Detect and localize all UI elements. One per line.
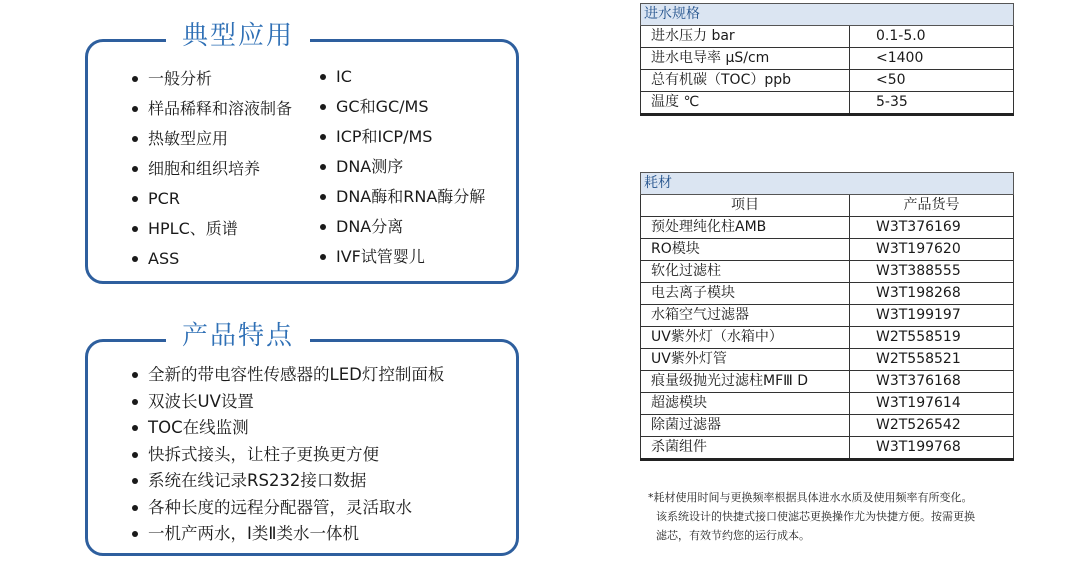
row-label: 总有机碳（TOC）ppb [641,70,850,92]
applications-left-list [132,64,292,274]
consumable-row [641,305,1014,327]
row-label: RO模块 [641,239,850,261]
footnote-line: *耗材使用时间与更换频率根据具体进水水质及使用频率有所变化。 [648,491,973,504]
row-value: W3T199768 [850,437,1014,460]
row-value: W3T376169 [850,217,1014,239]
row-label: 预处理纯化柱AMB [641,217,850,239]
application-item: 热敏型应用 [132,124,292,154]
row-label: 进水电导率 μS/cm [641,48,850,70]
application-item: GC和GC/MS [320,92,485,122]
applications-right-list [320,62,485,272]
row-value: W2T526542 [850,415,1014,437]
row-label: 杀菌组件 [641,437,850,460]
consumable-row [641,393,1014,415]
row-value: W2T558519 [850,327,1014,349]
column-header-part-number: 产品货号 [850,195,1014,217]
consumable-row [641,415,1014,437]
row-label: 温度 ℃ [641,92,850,115]
row-value: W2T558521 [850,349,1014,371]
application-item: DNA分离 [320,212,485,242]
application-item: 一般分析 [132,64,292,94]
feature-item: 一机产两水，Ⅰ类Ⅱ类水一体机 [132,521,444,548]
row-label: 除菌过滤器 [641,415,850,437]
consumables-header: 耗材 [641,173,1014,195]
row-label: 软化过滤柱 [641,261,850,283]
footnote-line: 该系统设计的快捷式接口使滤芯更换操作尤为快捷方便。按需更换 [656,510,975,523]
applications-panel [85,21,519,284]
feature-item: 全新的带电容性传感器的LED灯控制面板 [132,362,444,389]
consumables-table [640,172,1014,461]
application-item: PCR [132,184,292,214]
feature-item: 快拆式接头，让柱子更换更方便 [132,442,444,469]
row-label: 进水压力 bar [641,26,850,48]
application-item: 细胞和组织培养 [132,154,292,184]
row-value: W3T197620 [850,239,1014,261]
consumables-column-header-row [641,195,1014,217]
consumable-row [641,437,1014,460]
footnote [648,488,1058,545]
row-value: W3T388555 [850,261,1014,283]
consumables-header-row [641,173,1014,195]
row-value: W3T198268 [850,283,1014,305]
application-item: DNA测序 [320,152,485,182]
application-item: IC [320,62,485,92]
features-list [132,362,444,548]
row-label: 痕量级抛光过滤柱MFⅢ D [641,371,850,393]
applications-title: 典型应用 [166,20,310,52]
consumable-row [641,261,1014,283]
consumable-row [641,349,1014,371]
column-header-item: 项目 [641,195,850,217]
row-label: 水箱空气过滤器 [641,305,850,327]
row-value: W3T199197 [850,305,1014,327]
spec-row [641,48,1014,70]
spec-row [641,70,1014,92]
inlet-spec-table [640,3,1014,116]
spec-row [641,26,1014,48]
row-label: UV紫外灯（水箱中） [641,327,850,349]
feature-item: 双波长UV设置 [132,389,444,416]
row-value: W3T197614 [850,393,1014,415]
application-item: HPLC、质谱 [132,214,292,244]
row-value: <1400 [850,48,1014,70]
consumable-row [641,239,1014,261]
features-panel [85,321,519,556]
footnote-line: 滤芯，有效节约您的运行成本。 [656,529,810,542]
inlet-spec-header-row [641,4,1014,26]
consumable-row [641,217,1014,239]
inlet-spec-header: 进水规格 [641,4,1014,26]
application-item: 样品稀释和溶液制备 [132,94,292,124]
application-item: ASS [132,244,292,274]
features-title: 产品特点 [166,320,310,352]
feature-item: 系统在线记录RS232接口数据 [132,468,444,495]
consumable-row [641,327,1014,349]
row-label: 电去离子模块 [641,283,850,305]
row-value: 0.1-5.0 [850,26,1014,48]
row-value: <50 [850,70,1014,92]
row-label: 超滤模块 [641,393,850,415]
feature-item: TOC在线监测 [132,415,444,442]
consumable-row [641,283,1014,305]
consumable-row [641,371,1014,393]
application-item: DNA酶和RNA酶分解 [320,182,485,212]
application-item: ICP和ICP/MS [320,122,485,152]
application-item: IVF试管婴儿 [320,242,485,272]
row-value: 5-35 [850,92,1014,115]
feature-item: 各种长度的远程分配器管，灵活取水 [132,495,444,522]
row-label: UV紫外灯管 [641,349,850,371]
row-value: W3T376168 [850,371,1014,393]
spec-row [641,92,1014,115]
